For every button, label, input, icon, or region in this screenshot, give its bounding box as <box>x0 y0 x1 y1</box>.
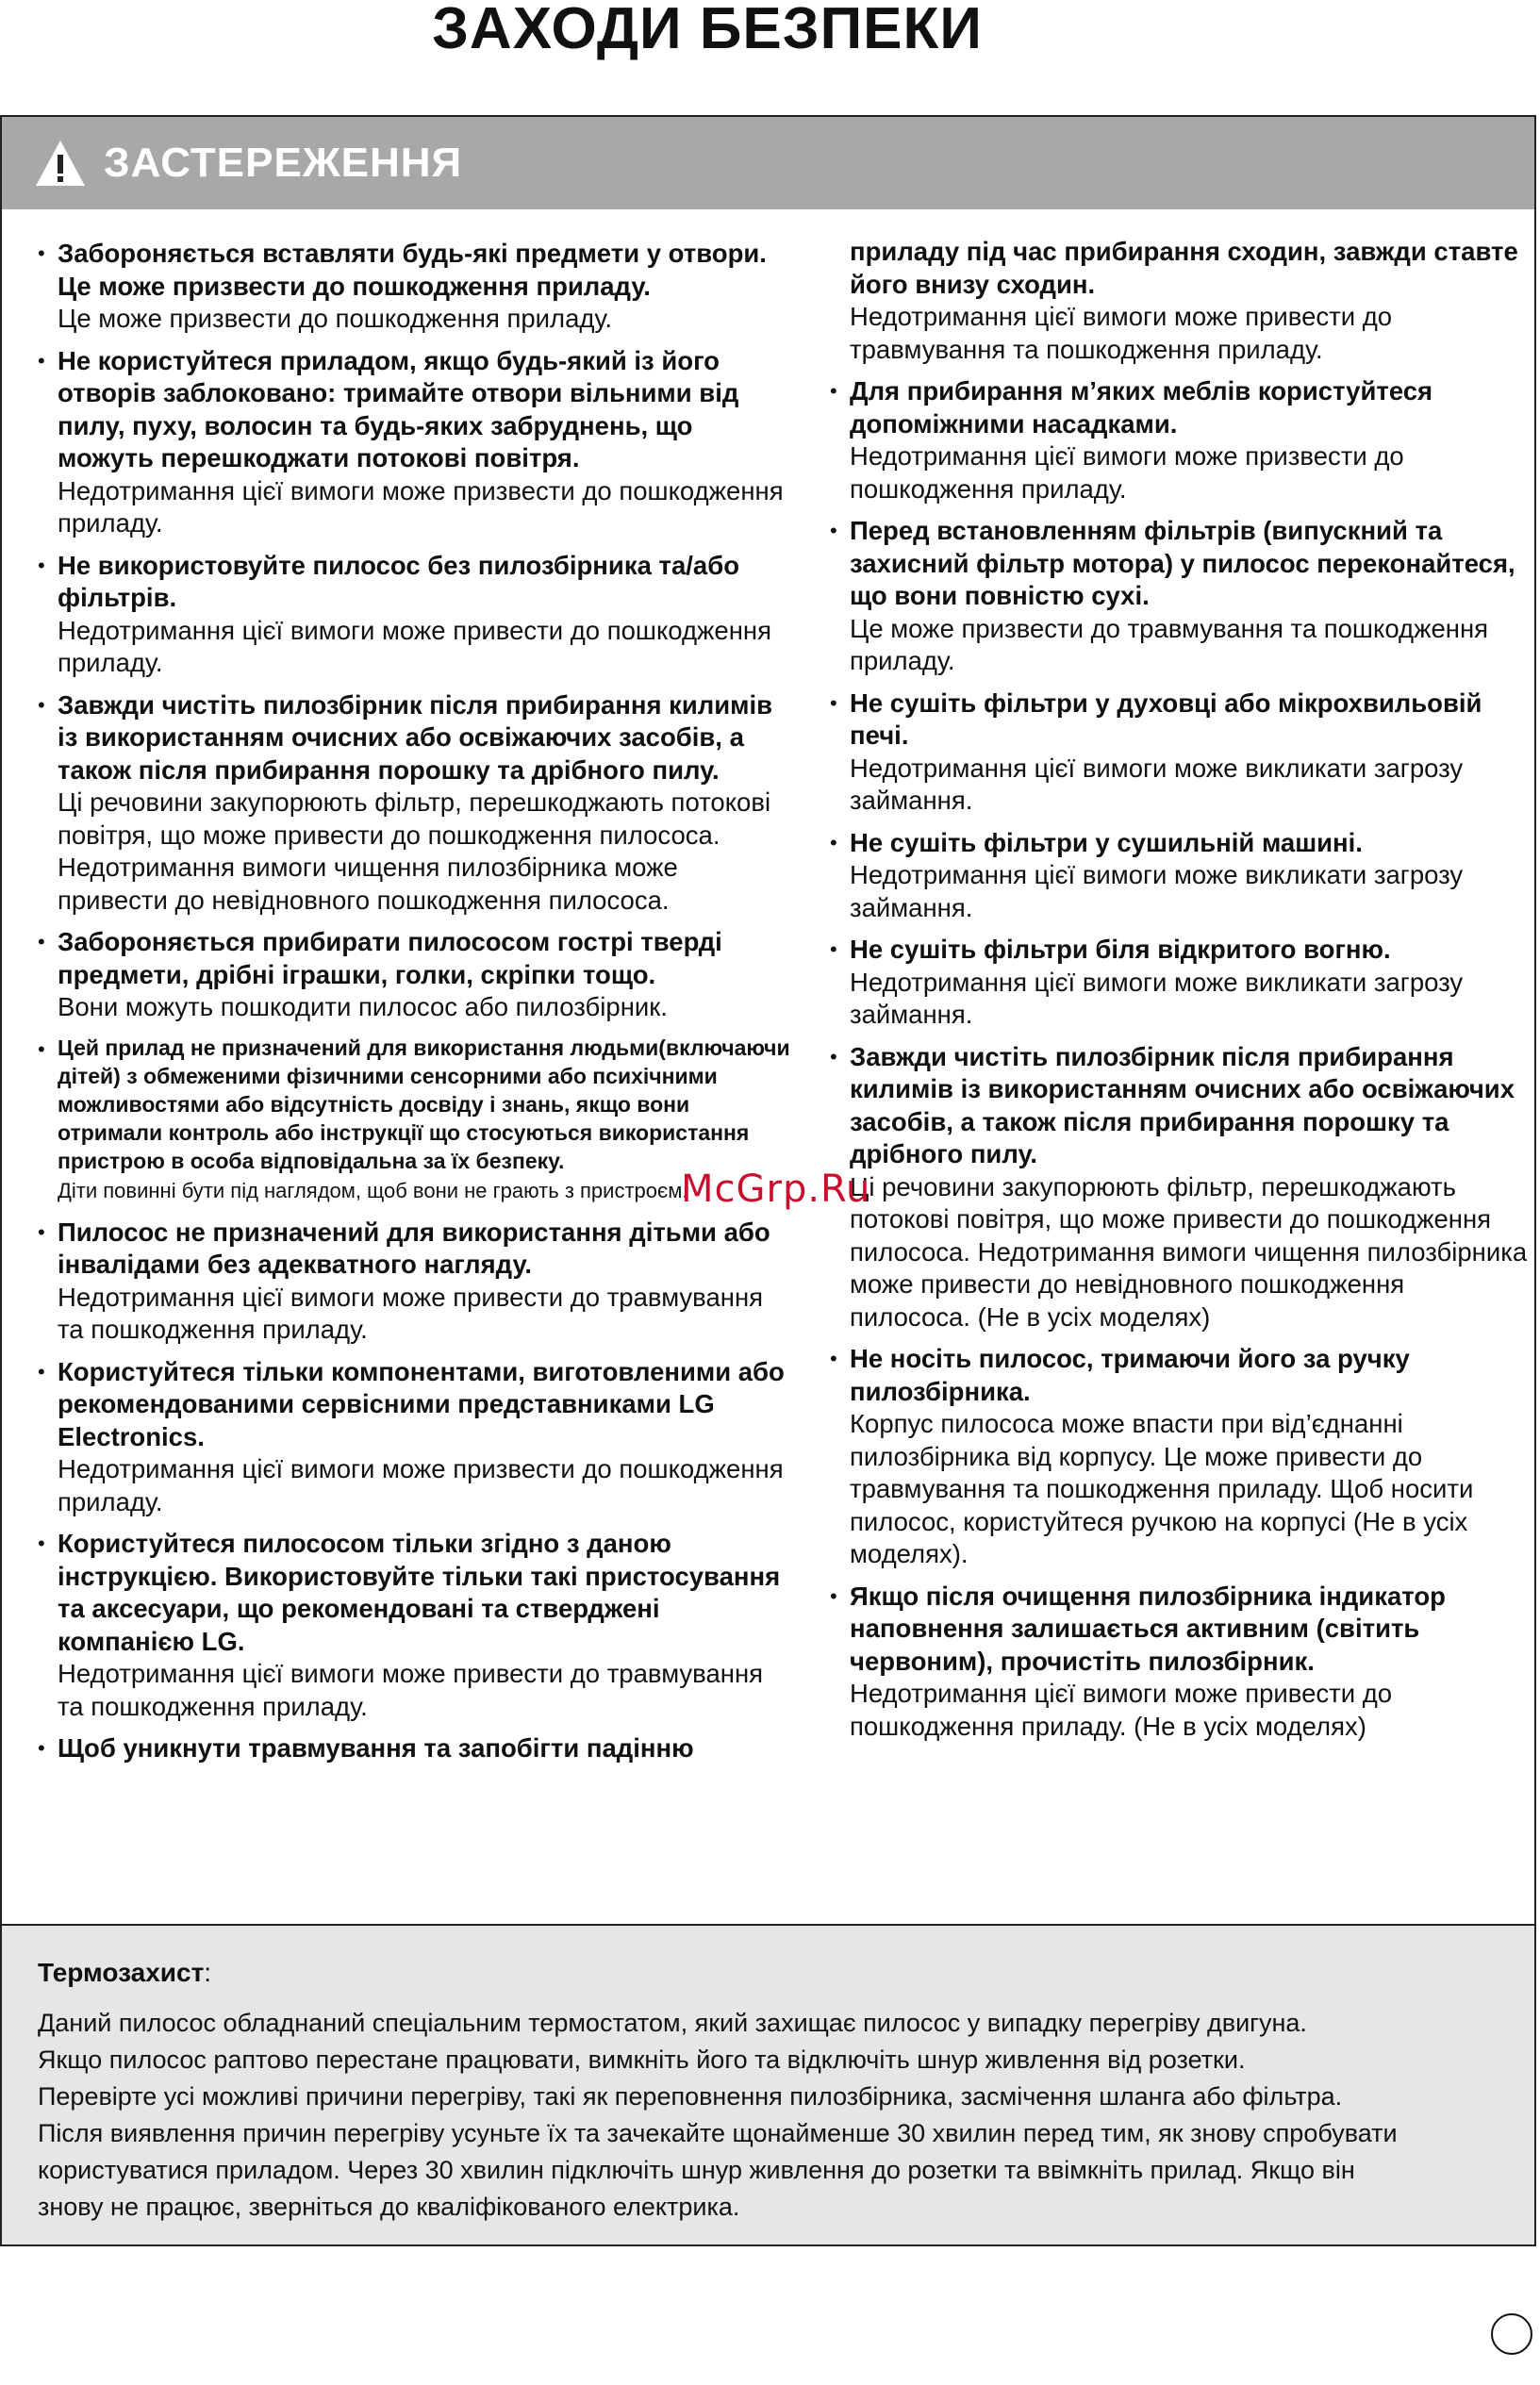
item-body: Ці речовини закупорюють фільтр, перешкоджають потокові повітря, що може привести до пошкодження пилососа. Недотримання вимоги чищення пилозбірника може привести до невідновного пошкодження пилососа. <box>58 787 771 915</box>
item-heading: Користуйтеся тільки компонентами, виготовленими або рекомендованими сервісними представниками LG Electronics. <box>58 1356 785 1451</box>
safety-item <box>38 345 792 540</box>
bullet-icon: • <box>830 1044 837 1068</box>
thermal-title: Термозахист: <box>38 1958 212 1987</box>
safety-item <box>830 515 1528 678</box>
safety-item <box>38 926 792 1024</box>
thermal-line: знову не працює, зверніться до кваліфікованого електрика. <box>38 2193 740 2221</box>
bullet-icon: • <box>38 553 45 577</box>
thermal-line: користуватися приладом. Через 30 хвилин підключіть шнур живлення до розетки та ввімкніть прилад. Якщо він <box>38 2156 1355 2184</box>
thermal-protection-box <box>2 1924 1534 2244</box>
item-body: Недотримання цієї вимоги може викликати загрозу займання. <box>850 967 1464 1029</box>
safety-item <box>38 1356 792 1519</box>
safety-item <box>38 550 792 680</box>
bullet-icon: • <box>830 519 837 542</box>
bullet-icon: • <box>38 348 45 373</box>
watermark: McGrp.Ru <box>681 1168 871 1211</box>
item-body: Ці речовини закупорюють фільтр, перешкоджають потокові повітря, що може привести до пошкодження пилососа. Недотримання вимоги чищення пилозбірника може привести до невідновного пошкодження пилососа. (Не в усіх моделях) <box>850 1171 1528 1332</box>
item-heading: Якщо після очищення пилозбірника індикатор наповнення залишається активним (світить червоним), прочистіть пилозбірник. <box>850 1581 1446 1676</box>
item-heading: Щоб уникнути травмування та запобігти падінню <box>58 1733 694 1763</box>
bullet-icon: • <box>38 692 45 717</box>
item-heading: Не носіть пилосос, тримаючи його за ручку пилозбірника. <box>850 1344 1410 1406</box>
item-heading: Завжди чистіть пилозбірник після прибирання килимів із використанням очисних або освіжаючих засобів, а також після прибирання порошку та дрібного пилу. <box>58 689 773 785</box>
safety-item <box>830 375 1528 505</box>
thermal-text <box>38 2005 1499 2226</box>
item-heading: Забороняється вставляти будь-які предмети у отвори. Це може призвести до пошкодження приладу. <box>58 239 767 301</box>
safety-item <box>830 687 1528 818</box>
item-body: Корпус пилососа може впасти при від’єднанні пилозбірника від корпусу. Це може привести до травмування та пошкодження приладу. Щоб носити пилосос, користуйтеся ручкою на корпусі (Не в усіх моделях). <box>850 1409 1474 1568</box>
thermal-line: Даний пилосос обладнаний спеціальним термостатом, який захищає пилосос у випадку перегріву двигуна. <box>38 2009 1307 2037</box>
safety-item <box>830 827 1528 925</box>
bullet-icon: • <box>38 1036 45 1061</box>
item-heading: Не сушіть фільтри у духовці або мікрохвильовій печі. <box>850 687 1482 750</box>
item-heading: Пилосос не призначений для використання дітьми або інвалідами без адекватного нагляду. <box>58 1217 770 1279</box>
thermal-line: Перевірте усі можливі причини перегріву, такі як переповнення пилозбірника, засмічення шланга або фільтра. <box>38 2082 1343 2111</box>
item-body: Це може призвести до пошкодження приладу. <box>58 304 613 333</box>
safety-item <box>38 1732 792 1765</box>
item-body: Недотримання цієї вимоги може привести до пошкодження приладу. (Не в усіх моделях) <box>850 1679 1393 1741</box>
bullet-icon: • <box>830 690 837 715</box>
item-heading: Не сушіть фільтри у сушильній машині. <box>850 827 1363 857</box>
item-body: Недотримання цієї вимоги може привести до травмування та пошкодження приладу. <box>850 302 1393 364</box>
item-heading: Забороняється прибирати пилососом гострі тверді предмети, дрібні іграшки, голки, скріпки тощо. <box>58 927 722 989</box>
safety-item <box>38 689 792 918</box>
item-heading: Перед встановленням фільтрів (випускний та захисний фільтр мотора) у пилосос переконайтеся, що вони повністю сухі. <box>850 516 1515 610</box>
safety-item <box>38 238 792 336</box>
bullet-icon: • <box>830 937 837 961</box>
page-number-circle <box>1491 2313 1532 2355</box>
safety-item <box>38 1217 792 1347</box>
safety-item <box>830 1581 1528 1744</box>
item-body: Недотримання цієї вимоги може призвести до пошкодження приладу. <box>58 1454 784 1516</box>
safety-item <box>38 1528 792 1723</box>
bullet-icon: • <box>38 241 45 265</box>
item-body: Вони можуть пошкодити пилосос або пилозбірник. <box>58 992 668 1021</box>
warning-banner <box>2 117 1534 209</box>
item-body: Це може призвести до травмування та пошкодження приладу. <box>850 613 1489 675</box>
bullet-icon: • <box>830 1347 837 1370</box>
item-body: Недотримання цієї вимоги може привести до пошкодження приладу. <box>58 615 771 677</box>
item-heading: Не використовуйте пилосос без пилозбірника та/або фільтрів. <box>58 550 740 612</box>
item-heading: Завжди чистіть пилозбірник після прибирання килимів із використанням очисних або освіжаючих засобів, а також після прибирання порошку та дрібного пилу. <box>850 1041 1515 1168</box>
item-body: Недотримання цієї вимоги може призвести до пошкодження приладу. <box>58 475 784 538</box>
bullet-icon: • <box>38 1532 45 1555</box>
bullet-icon: • <box>830 1583 837 1608</box>
item-heading: Не сушіть фільтри біля відкритого вогню. <box>850 935 1391 964</box>
bullet-icon: • <box>38 1219 45 1244</box>
item-heading: Для прибирання м’яких меблів користуйтеся допоміжними насадками. <box>850 376 1433 439</box>
warning-triangle-icon <box>34 137 87 190</box>
left-column <box>38 238 792 1775</box>
banner-label: ЗАСТЕРЕЖЕННЯ <box>104 140 463 186</box>
bullet-icon: • <box>38 1359 45 1383</box>
item-heading: приладу під час прибирання сходин, завжди ставте його внизу сходин. <box>850 237 1518 299</box>
bullet-icon: • <box>830 379 837 403</box>
item-body: Недотримання цієї вимоги може привести до травмування та пошкодження приладу. <box>58 1282 764 1344</box>
safety-item <box>830 236 1528 366</box>
item-heading: Не користуйтеся приладом, якщо будь-який із його отворів заблоковано: тримайте отвори вільними від пилу, пуху, волосин та будь-яких забруднень, що можуть перешкоджати потокові повітря. <box>58 345 739 472</box>
item-body: Недотримання цієї вимоги може викликати загрозу займання. <box>850 753 1464 815</box>
item-heading: Користуйтеся пилососом тільки згідно з даною інструкцією. Використовуйте тільки такі пристосування та аксесуари, що рекомендовані та стверджені компанією LG. <box>58 1529 781 1656</box>
item-body: Недотримання цієї вимоги може призвести до пошкодження приладу. <box>850 441 1404 504</box>
thermal-line: Якщо пилосос раптово перестане працювати, вимкніть його та відключіть шнур живлення від розетки. <box>38 2045 1246 2074</box>
bullet-icon: • <box>38 930 45 953</box>
safety-item <box>830 1343 1528 1571</box>
bullet-icon: • <box>830 830 837 854</box>
item-heading: Цей прилад не призначений для використання людьми(включаючи дітей) з обмеженими фізичними сенсорними або психічними можливостями або відсутність досвіду і знань, якщо вони отримали контроль або інструкції що стосуються використання пристрою в особа відповідальна за їх безпеку. <box>58 1035 790 1173</box>
safety-item <box>38 1034 792 1207</box>
safety-item <box>830 934 1528 1032</box>
item-body: Недотримання цієї вимоги може викликати загрозу займання. <box>850 860 1464 922</box>
bullet-icon: • <box>38 1736 45 1760</box>
page-title: ЗАХОДИ БЕЗПЕКИ <box>432 0 983 61</box>
right-column <box>830 236 1528 1752</box>
item-body: Недотримання цієї вимоги може привести до травмування та пошкодження приладу. <box>58 1659 764 1721</box>
item-body: Діти повинні бути під наглядом, щоб вони не грають з пристроєм. <box>58 1178 688 1202</box>
thermal-line: Після виявлення причин перегріву усуньте їх та зачекайте щонайменше 30 хвилин перед тим, як знову спробувати <box>38 2119 1398 2147</box>
safety-item <box>830 1041 1528 1334</box>
